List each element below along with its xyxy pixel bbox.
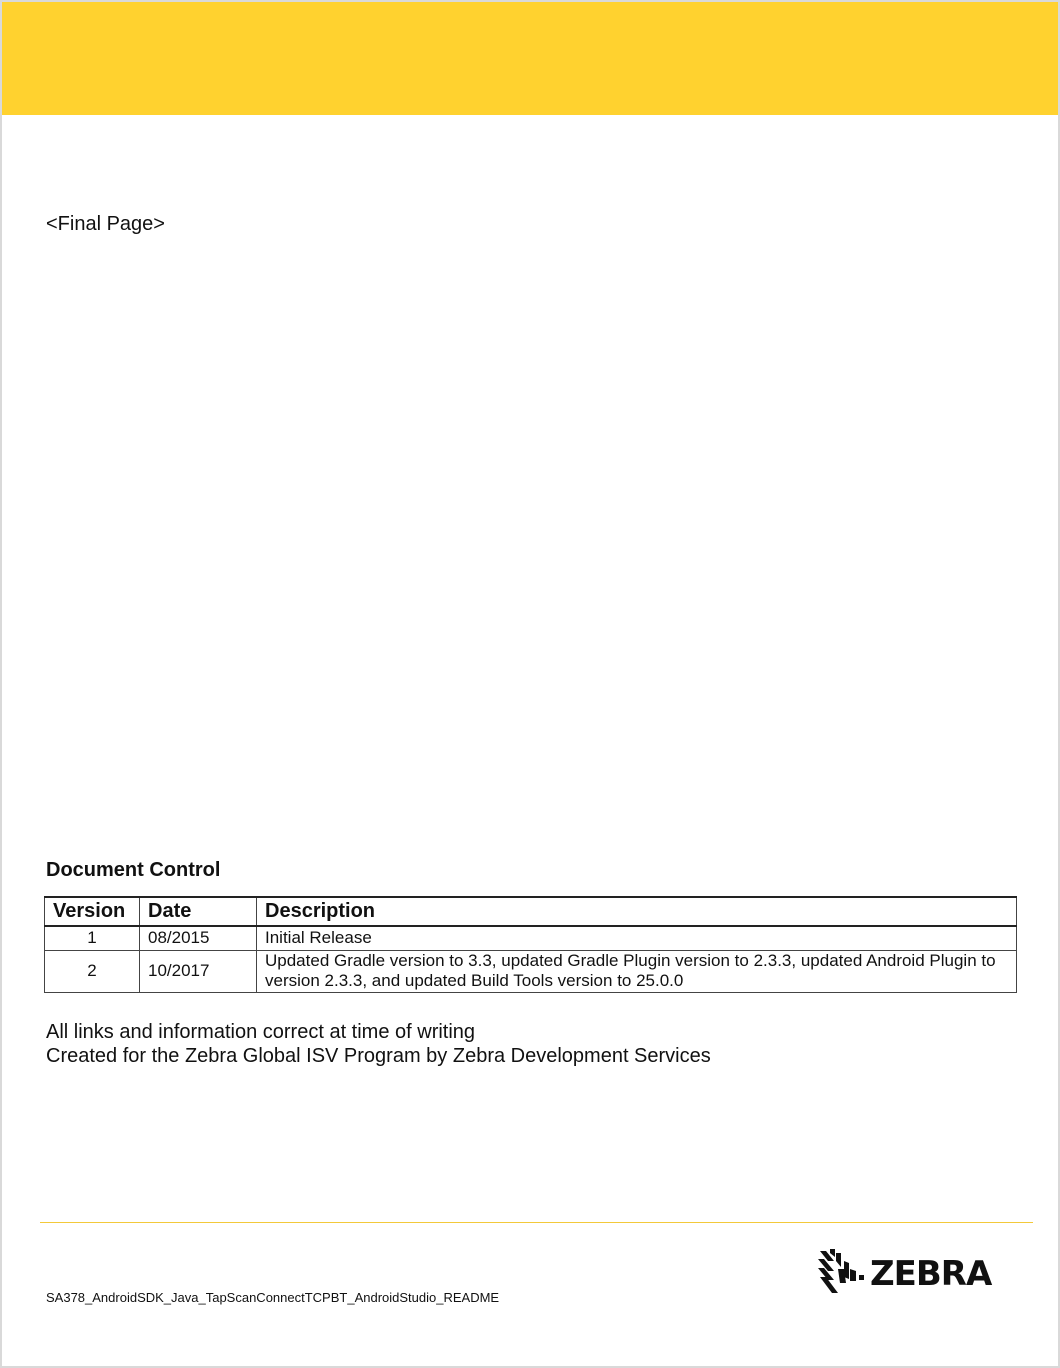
notes-block — [46, 1020, 711, 1068]
description-cell: Initial Release — [257, 926, 1017, 950]
notes-line-1: All links and information correct at time of writing — [46, 1021, 476, 1043]
header-description: Description — [257, 897, 1017, 926]
document-id: SA378_AndroidSDK_Java_TapScanConnectTCPBT_AndroidStudio_README — [46, 1290, 500, 1305]
zebra-head-icon — [816, 1247, 868, 1301]
document-page — [2, 2, 1058, 1366]
date-cell: 08/2015 — [140, 926, 257, 950]
document-control-table — [44, 896, 1017, 993]
zebra-logo — [816, 1247, 991, 1301]
table-header-row — [45, 897, 1017, 926]
zebra-logo-text: ZEBRA — [870, 1254, 992, 1294]
notes-line-2: Created for the Zebra Global ISV Program by Zebra Development Services — [46, 1045, 711, 1067]
version-cell: 1 — [45, 926, 140, 950]
footer-divider — [40, 1222, 1033, 1223]
header-date: Date — [140, 897, 257, 926]
table-row — [45, 926, 1017, 950]
document-control-title: Document Control — [46, 859, 221, 881]
header-banner — [2, 2, 1058, 115]
version-cell: 2 — [45, 950, 140, 992]
description-cell: Updated Gradle version to 3.3, updated Gradle Plugin version to 2.3.3, updated Android Plugin to version 2.3.3, and updated Build Tools version to 25.0.0 — [257, 950, 1017, 992]
table-row — [45, 950, 1017, 992]
final-page-label: <Final Page> — [46, 213, 165, 235]
date-cell: 10/2017 — [140, 950, 257, 992]
header-version: Version — [45, 897, 140, 926]
